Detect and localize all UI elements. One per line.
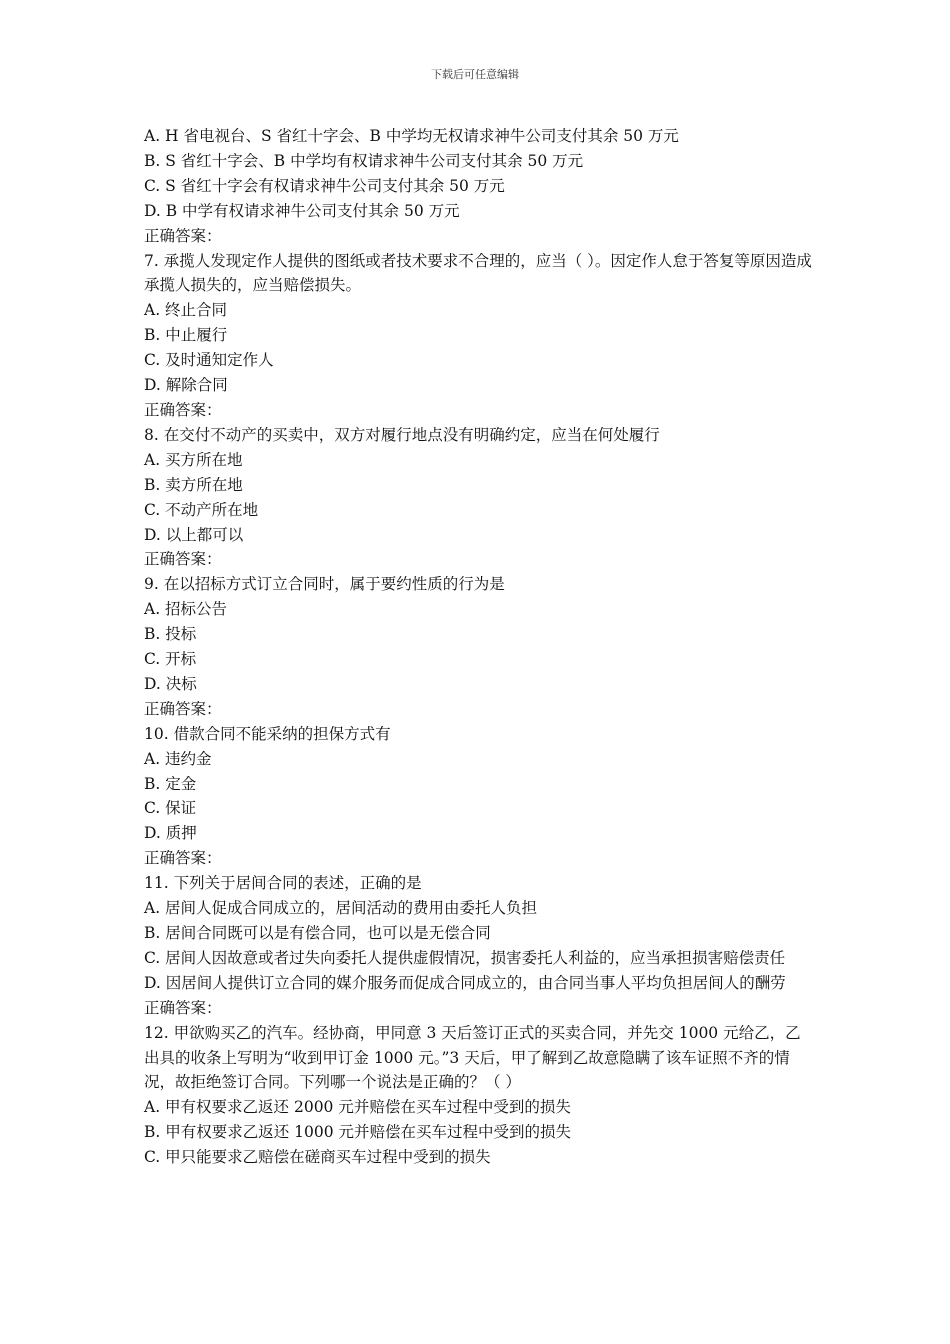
question-8: 8. 在交付不动产的买卖中，双方对履行地点没有明确约定，应当在何处履行 [144,425,660,444]
answer-label: 正确答案： [144,550,222,569]
answer-label: 正确答案： [144,400,222,419]
question-7: 7. 承揽人发现定作人提供的图纸或者技术要求不合理的，应当（ ）。因定作人怠于答复等原因造成承揽人损失的，应当赔偿损失。 [144,251,812,295]
question-12: 12. 甲欲购买乙的汽车。经协商，甲同意 3 天后签订正式的买卖合同，并先交 1000 元给乙，乙出具的收条上写明为“收到甲订金 1000 元。”3 天后，甲了解到乙故意隐瞒了该车证照不齐的情况，故拒绝签订合同。下列哪一个说法是正确的？（ ） [144,1023,801,1092]
option-line: D. 质押 [144,824,197,843]
question-11: 11. 下列关于居间合同的表述，正确的是 [144,874,422,893]
text-line: A. H 省电视台、S 省红十字会、B 中学均无权请求神牛公司支付其余 50 万元 [144,127,679,145]
option-line: B. 卖方所在地 [144,475,243,494]
option-line: A. 买方所在地 [144,450,243,469]
answer-label: 正确答案： [144,849,222,868]
answer-label: 正确答案： [144,226,222,245]
option-line: B. 甲有权要求乙返还 1000 元并赔偿在买车过程中受到的损失 [144,1123,572,1142]
question-9: 9. 在以招标方式订立合同时，属于要约性质的行为是 [144,575,505,594]
option-line: C. 甲只能要求乙赔偿在磋商买车过程中受到的损失 [144,1148,491,1167]
option-line: C. 保证 [144,799,197,818]
option-line: A. 违约金 [144,749,212,768]
document-body [144,124,812,1170]
option-line: C. 及时通知定作人 [144,351,274,370]
question-10: 10. 借款合同不能采纳的担保方式有 [144,724,391,743]
answer-label: 正确答案： [144,699,222,718]
option-line: B. 居间合同既可以是有偿合同，也可以是无偿合同 [144,924,491,942]
option-line: A. 终止合同 [144,301,228,320]
option-line: B. 中止履行 [144,326,228,345]
option-line: A. 招标公告 [144,600,228,619]
page-header: 下载后可任意编辑 [431,68,519,81]
option-line: B. 投标 [144,625,197,644]
option-line: D. 因居间人提供订立合同的媒介服务而促成合同成立的，由合同当事人平均负担居间人的酬劳 [144,973,786,992]
option-line: A. 甲有权要求乙返还 2000 元并赔偿在买车过程中受到的损失 [144,1098,571,1117]
text-line: D. B 中学有权请求神牛公司支付其余 50 万元 [144,201,460,220]
option-line: D. 以上都可以 [144,525,244,544]
option-line: D. 解除合同 [144,376,228,395]
option-line: C. 不动产所在地 [144,500,259,519]
text-line: B. S 省红十字会、B 中学均有权请求神牛公司支付其余 50 万元 [144,151,584,170]
option-line: C. 居间人因故意或者过失向委托人提供虚假情况，损害委托人利益的，应当承担损害赔偿责任 [144,948,786,967]
option-line: C. 开标 [144,650,197,669]
answer-label: 正确答案： [144,998,222,1017]
option-line: B. 定金 [144,774,197,793]
option-line: A. 居间人促成合同成立的，居间活动的费用由委托人负担 [144,899,538,918]
option-line: D. 决标 [144,674,197,693]
text-line: C. S 省红十字会有权请求神牛公司支付其余 50 万元 [144,176,505,195]
